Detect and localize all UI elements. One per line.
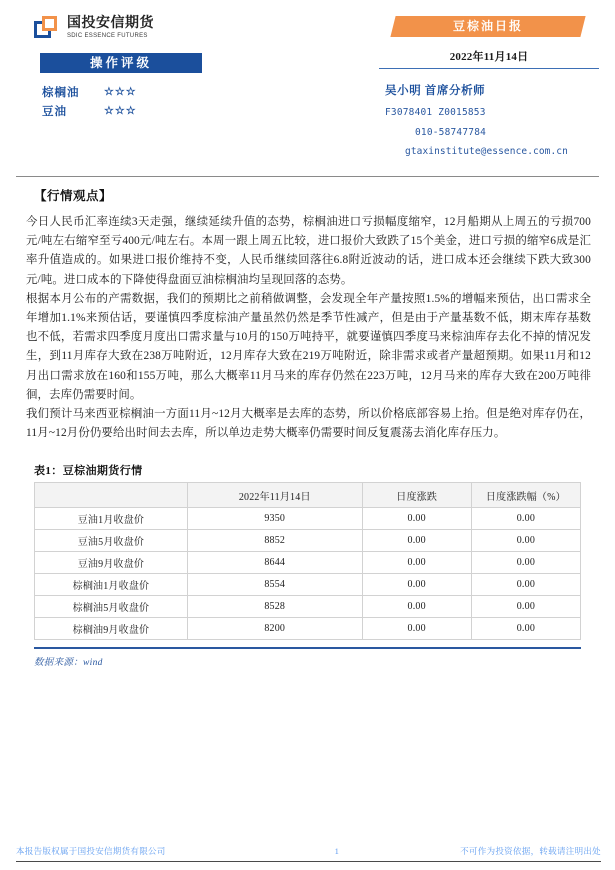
analyst-name: 吴小明 首席分析师 <box>385 85 486 97</box>
footer-divider <box>16 861 601 862</box>
rating-stars-palm-oil: ☆☆☆ <box>104 86 137 98</box>
row-change: 0.00 <box>362 596 471 618</box>
brand-block <box>34 16 294 120</box>
table-row <box>35 508 581 530</box>
market-view-heading: 【行情观点】 <box>34 189 113 203</box>
table-row <box>35 574 581 596</box>
report-date: 2022年11月14日 <box>379 48 599 69</box>
header-divider <box>16 176 599 177</box>
company-name-en: SDIC ESSENCE FUTURES <box>67 33 148 39</box>
row-close: 8852 <box>187 530 362 552</box>
row-label: 豆油1月收盘价 <box>35 508 188 530</box>
row-change: 0.00 <box>362 530 471 552</box>
row-close: 8528 <box>187 596 362 618</box>
row-change-pct: 0.00 <box>471 508 580 530</box>
logo-row <box>34 16 294 42</box>
rating-panel-title: 操作评级 <box>40 53 202 73</box>
analyst-license-code: F3078401 Z0015853 <box>385 107 486 118</box>
table-bottom-rule <box>34 647 581 649</box>
row-label: 棕榈油5月收盘价 <box>35 596 188 618</box>
market-view-paragraph-2: 根据本月公布的产需数据，我们的预期比之前稍做调整，会发现全年产量按照1.5%的增幅来预估，出口需求全年增加1.1%来预估话，要谨慎四季度棕油产量虽然仍然是季节性减产，但是由于产量基数不低，期末库存基数也不低，若需求四季度月度出口需求量与10月的150万吨持平，就要谨慎四季度马来棕油库存去化不掉的情况发生，到11月库存大致在238万吨附近，12月库存大致在219万吨附近，除非需求或者产量超预期。如果11月和12月出口需求放在160和155万吨，那么大概率11月马来的库存仍然在223万吨，12月马来的库存大致在200万吨徘徊，去库仍需要时间。 <box>26 292 591 401</box>
footer-copyright: 本报告版权属于国投安信期货有限公司 <box>16 845 166 856</box>
row-close: 8554 <box>187 574 362 596</box>
doc-info-block <box>371 16 601 157</box>
report-title: 豆棕油日报 <box>452 19 523 33</box>
footer-disclaimer: 不可作为投资依据，转载请注明出处 <box>460 845 601 856</box>
report-footer <box>0 845 615 862</box>
table-row <box>35 618 581 640</box>
rating-name-palm-oil: 棕榈油 <box>42 86 80 99</box>
row-change-pct: 0.00 <box>471 574 580 596</box>
row-label: 棕榈油9月收盘价 <box>35 618 188 640</box>
analyst-email[interactable]: gtaxinstitute@essence.com.cn <box>405 146 568 157</box>
report-header <box>0 0 615 172</box>
footer-row <box>16 845 601 861</box>
rating-stars-soybean-oil: ☆☆☆ <box>104 105 137 117</box>
table-row <box>35 552 581 574</box>
logo-text <box>67 16 154 39</box>
market-view-paragraph-1: 今日人民币汇率连续3天走强，继续延续升值的态势，棕榈油进口亏损幅度缩窄，12月船期从上周五的亏损700元/吨左右缩窄至亏400元/吨左右。本周一跟上周五比较，进口报价大致跌了15个美金，进口亏损的缩窄6成是汇率升值造成的。如果进口报价维持不变，人民币继续回落往6.8附近波动的话，进口成本还会继续下跌大致300元/吨。进口成本的下降使得盘面豆油棕榈油均呈现回落的态势。 <box>26 216 591 286</box>
company-logo-icon <box>34 16 60 42</box>
futures-quotes-table <box>34 482 581 640</box>
row-change: 0.00 <box>362 552 471 574</box>
rating-name-soybean-oil: 豆油 <box>42 105 67 118</box>
table-header-change: 日度涨跌 <box>362 483 471 508</box>
row-change: 0.00 <box>362 508 471 530</box>
rating-list <box>42 82 294 120</box>
table-header-change-pct: 日度涨跌幅（%） <box>471 483 580 508</box>
futures-table-block <box>26 462 591 668</box>
row-close: 9350 <box>187 508 362 530</box>
row-label: 豆油5月收盘价 <box>35 530 188 552</box>
table-header-row <box>35 483 581 508</box>
row-change: 0.00 <box>362 574 471 596</box>
rating-row-palm-oil <box>42 82 294 101</box>
report-title-banner <box>390 16 585 37</box>
row-change-pct: 0.00 <box>471 618 580 640</box>
row-label: 棕榈油1月收盘价 <box>35 574 188 596</box>
row-change-pct: 0.00 <box>471 530 580 552</box>
table-header-date: 2022年11月14日 <box>187 483 362 508</box>
footer-page-number: 1 <box>334 845 340 856</box>
table-row <box>35 596 581 618</box>
row-close: 8644 <box>187 552 362 574</box>
report-content <box>0 186 615 668</box>
row-label: 豆油9月收盘价 <box>35 552 188 574</box>
table-row <box>35 530 581 552</box>
table-header-contract <box>35 483 188 508</box>
table-caption: 表1：豆棕油期货行情 <box>34 465 143 478</box>
row-close: 8200 <box>187 618 362 640</box>
row-change-pct: 0.00 <box>471 596 580 618</box>
analyst-phone: 010-58747784 <box>415 127 487 138</box>
market-view-paragraph-3: 我们预计马来西亚棕榈油一方面11月~12月大概率是去库的态势，所以价格底部容易上抬。但是绝对库存仍在，11月~12月份仍要给出时间去去库，所以单边走势大概率仍需要时间反复震荡去消化库存压力。 <box>26 408 591 440</box>
row-change: 0.00 <box>362 618 471 640</box>
row-change-pct: 0.00 <box>471 552 580 574</box>
table-source-note: 数据来源：wind <box>34 658 103 669</box>
company-name-cn: 国投安信期货 <box>67 16 154 31</box>
rating-row-soybean-oil <box>42 101 294 120</box>
